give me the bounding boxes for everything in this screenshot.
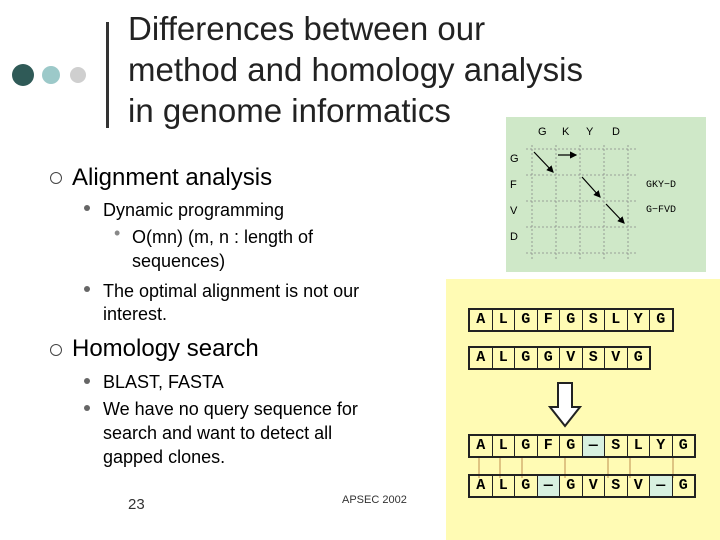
aligned1-res: S: [605, 436, 628, 456]
dp-col-K: K: [562, 126, 570, 138]
aligned-sequence-2: [468, 474, 696, 498]
seq1-res: L: [493, 310, 516, 330]
decor-dot-mid: [42, 66, 60, 84]
bullet-homology: Homology search: [72, 335, 259, 362]
aligned2-res: V: [628, 476, 651, 496]
sub-bullet-dp: Dynamic programming: [103, 200, 285, 220]
detail-complexity-2: sequences): [132, 251, 226, 271]
seq2-res: L: [493, 348, 516, 368]
title-line-2: method and homology analysis: [128, 51, 583, 88]
detail-bullet-marker: •: [114, 223, 121, 243]
sub-bullet-optimal-1: The optimal alignment is not our: [103, 281, 360, 301]
title-line-1: Differences between our: [128, 10, 486, 47]
seq2-res: G: [515, 348, 538, 368]
sub-bullet-query-3: gapped clones.: [103, 447, 226, 467]
sub-bullet-marker: [84, 378, 90, 384]
seq2-res: A: [470, 348, 493, 368]
dp-result-top: GKY−D: [646, 180, 677, 191]
aligned1-res: G: [678, 437, 688, 454]
sub-bullet-marker: [84, 286, 90, 292]
slide-title: [128, 8, 583, 131]
sub-bullet-optimal-2: interest.: [103, 304, 168, 324]
dp-result-bottom: G−FVD: [646, 205, 677, 216]
aligned1-gap: —: [583, 436, 606, 456]
dp-col-G: G: [538, 126, 547, 138]
aligned1-res: G: [560, 436, 583, 456]
aligned1-res: L: [493, 436, 516, 456]
decor-dot-light: [70, 67, 86, 83]
aligned1-res: A: [470, 436, 493, 456]
seq1-res: F: [538, 310, 561, 330]
bullet-alignment: Alignment analysis: [72, 164, 273, 191]
seq2-res: G: [633, 349, 643, 366]
dp-matrix-figure: [506, 117, 706, 272]
seq2-res: G: [538, 348, 561, 368]
dp-row-V: V: [510, 205, 518, 217]
sequence-2: [468, 346, 651, 370]
sub-bullet-marker: [84, 205, 90, 211]
aligned2-res: G: [678, 477, 688, 494]
sub-bullet-query-2: search and want to detect all: [103, 423, 333, 443]
aligned2-res: G: [560, 476, 583, 496]
page-number: 23: [128, 496, 145, 513]
bullet-marker: [50, 172, 62, 184]
aligned2-res: A: [470, 476, 493, 496]
sub-bullet-blast: BLAST, FASTA: [103, 372, 224, 392]
aligned2-res: G: [515, 476, 538, 496]
title-divider: [106, 22, 109, 128]
dp-row-D: D: [510, 231, 518, 243]
dp-matrix-svg: [506, 117, 706, 272]
aligned1-res: Y: [650, 436, 673, 456]
dp-row-G: G: [510, 153, 519, 165]
seq1-res: A: [470, 310, 493, 330]
sub-bullet-marker: [84, 405, 90, 411]
dp-col-D: D: [612, 126, 620, 138]
seq1-res: G: [560, 310, 583, 330]
aligned2-gap: —: [538, 476, 561, 496]
detail-complexity-1: O(mn) (m, n : length of: [132, 227, 314, 247]
aligned1-res: G: [515, 436, 538, 456]
seq1-res: G: [515, 310, 538, 330]
seq2-res: V: [605, 348, 628, 368]
aligned-sequence-1: [468, 434, 696, 458]
seq1-res: S: [583, 310, 606, 330]
seq1-res: L: [605, 310, 628, 330]
aligned2-res: L: [493, 476, 516, 496]
dp-col-Y: Y: [586, 126, 594, 138]
aligned2-res: S: [605, 476, 628, 496]
decor-dot-dark: [12, 64, 34, 86]
aligned2-res: V: [583, 476, 606, 496]
seq1-res: G: [656, 311, 666, 328]
aligned1-res: L: [628, 436, 651, 456]
down-arrow-icon: [548, 382, 582, 428]
seq1-res: Y: [628, 310, 651, 330]
seq2-res: V: [560, 348, 583, 368]
aligned2-gap: —: [650, 476, 673, 496]
dp-row-F: F: [510, 179, 517, 191]
bullet-marker: [50, 344, 62, 356]
title-line-3: in genome informatics: [128, 92, 451, 129]
seq2-res: S: [583, 348, 606, 368]
aligned1-res: F: [538, 436, 561, 456]
conference-label: APSEC 2002: [342, 494, 407, 506]
sequence-1: [468, 308, 674, 332]
sub-bullet-query-1: We have no query sequence for: [103, 399, 358, 419]
